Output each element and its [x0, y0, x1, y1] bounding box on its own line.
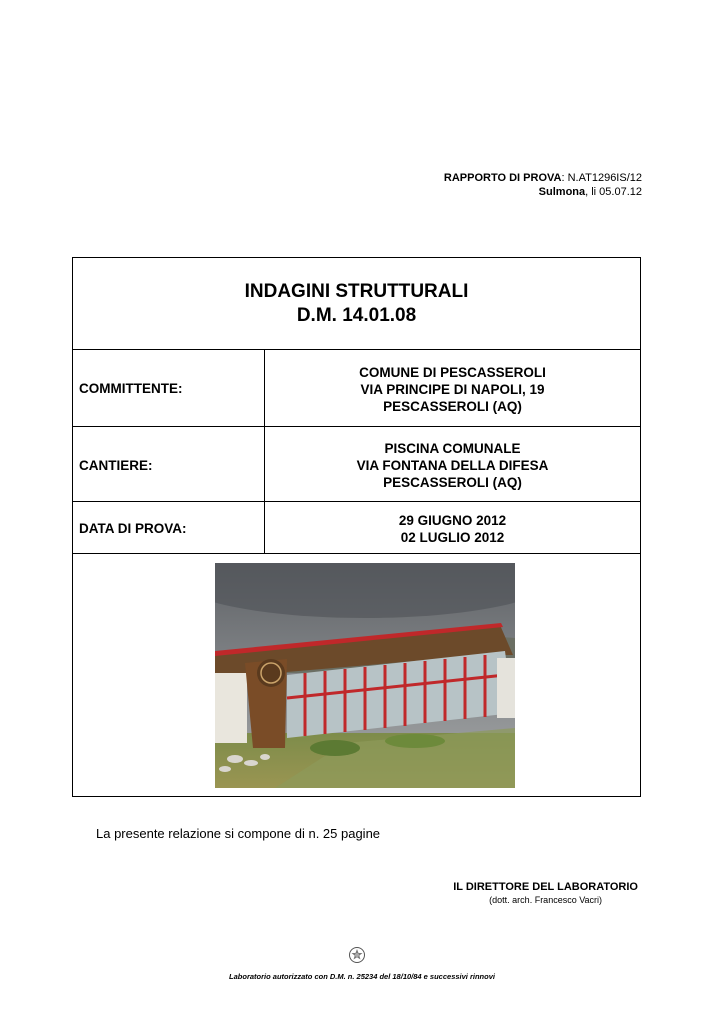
report-date: , li 05.07.12 — [585, 186, 642, 198]
director-name: (dott. arch. Francesco Vacri) — [489, 895, 603, 905]
cantiere-line3: PESCASSEROLI (AQ) — [383, 475, 522, 490]
committente-line1: COMUNE DI PESCASSEROLI — [359, 365, 546, 380]
report-place: Sulmona — [538, 186, 586, 198]
data-prova-line2: 02 LUGLIO 2012 — [400, 530, 505, 545]
cantiere-value — [265, 440, 640, 491]
committente-line3: PESCASSEROLI (AQ) — [383, 399, 522, 414]
footer-authorization: Laboratorio autorizzato con D.M. n. 25234 del 18/10/84 e successivi rinnovi — [229, 972, 495, 981]
cantiere-line2: VIA FONTANA DELLA DIFESA — [356, 458, 549, 473]
cantiere-label: CANTIERE: — [79, 458, 153, 473]
pages-note: La presente relazione si compone di n. 25 pagine — [96, 826, 381, 841]
cover-table — [72, 257, 641, 797]
cantiere-line1: PISCINA COMUNALE — [384, 441, 521, 456]
title-block — [73, 258, 640, 350]
report-value: : N.AT1296IS/12 — [561, 172, 642, 184]
title-line2: D.M. 14.01.08 — [296, 304, 417, 326]
report-number — [444, 171, 642, 185]
committente-label: COMMITTENTE: — [79, 381, 183, 396]
cantiere-row — [73, 427, 640, 502]
site-photo — [215, 563, 515, 788]
title-line1: INDAGINI STRUTTURALI — [244, 280, 469, 302]
report-label: RAPPORTO DI PROVA — [443, 172, 562, 184]
republic-emblem-icon — [348, 946, 366, 964]
committente-line2: VIA PRINCIPE DI NAPOLI, 19 — [360, 382, 545, 397]
data-prova-value — [265, 512, 640, 546]
report-place-date — [539, 185, 642, 199]
data-prova-row — [73, 502, 640, 554]
data-prova-label: DATA DI PROVA: — [79, 521, 187, 536]
committente-row — [73, 350, 640, 427]
committente-value — [265, 364, 640, 415]
data-prova-line1: 29 GIUGNO 2012 — [398, 513, 507, 528]
director-signature-block — [453, 881, 638, 906]
director-title: IL DIRETTORE DEL LABORATORIO — [453, 881, 638, 893]
